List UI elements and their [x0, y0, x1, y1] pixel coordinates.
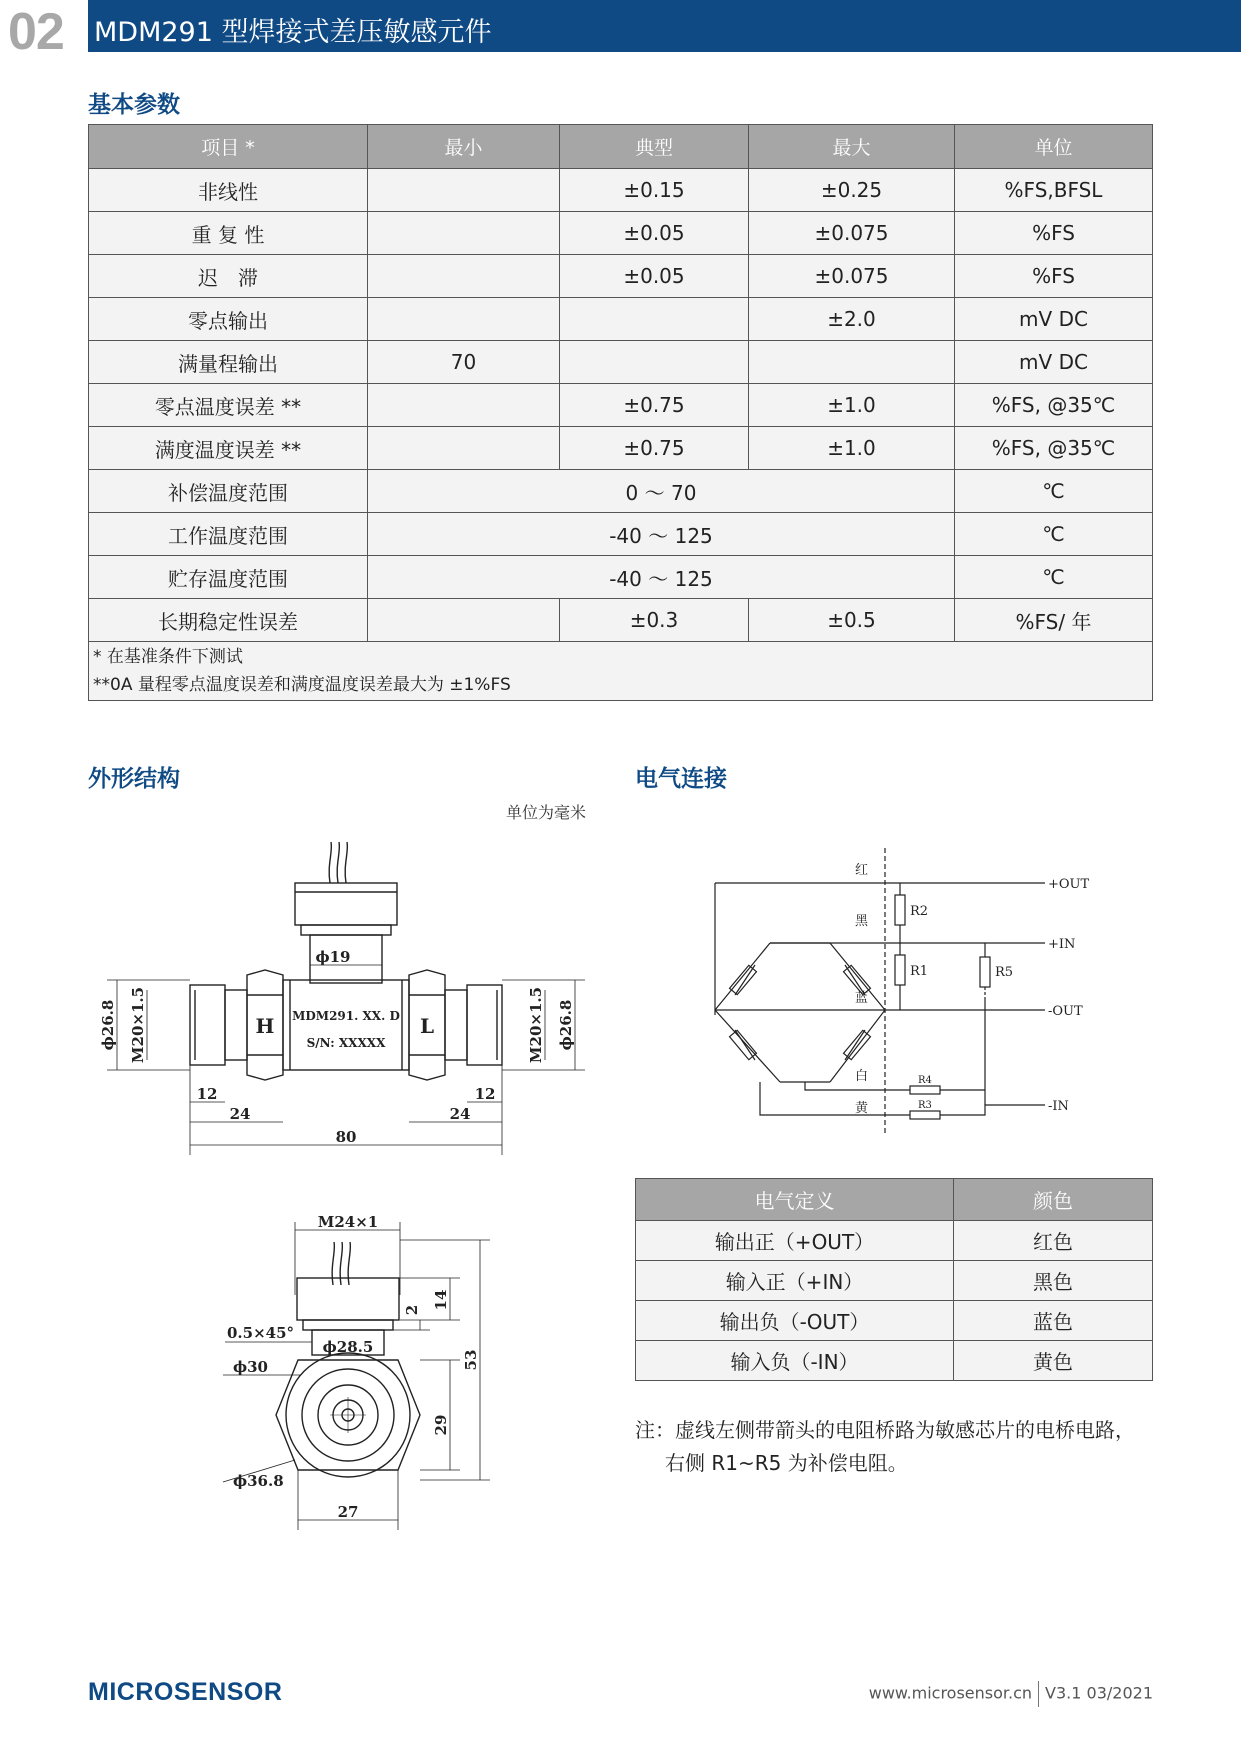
label-model: MDM291. XX. D [292, 1009, 400, 1023]
label-sn: S/N: XXXXX [306, 1036, 386, 1050]
dim-12-left: 12 [196, 1085, 218, 1103]
dim-29: 29 [432, 1414, 450, 1436]
dim-chamfer: 0.5×45° [227, 1324, 295, 1342]
dim-27: 27 [337, 1503, 359, 1521]
param-name: 长期稳定性误差 [89, 599, 368, 642]
table-row [89, 255, 1153, 298]
param-typ [560, 298, 749, 341]
dim-14: 14 [432, 1289, 450, 1311]
col-max: 最大 [749, 125, 955, 169]
label-l: L [419, 1014, 435, 1038]
param-max: ±1.0 [749, 427, 955, 470]
table-row [89, 513, 1153, 556]
dim-12-right: 12 [474, 1085, 496, 1103]
param-typ: ±0.75 [560, 427, 749, 470]
table-notes [89, 642, 1153, 701]
dim-phi26-8-left: ϕ26.8 [99, 999, 117, 1051]
param-unit: %FS [955, 212, 1153, 255]
param-min [368, 169, 560, 212]
resistor-r4: R4 [918, 1075, 932, 1086]
table-row [89, 298, 1153, 341]
col-item: 项目 * [89, 125, 368, 169]
param-name: 零点输出 [89, 298, 368, 341]
param-unit: %FS,BFSL [955, 169, 1153, 212]
param-min [368, 212, 560, 255]
param-typ: ±0.05 [560, 212, 749, 255]
wire-color: 黄色 [954, 1341, 1153, 1381]
param-name: 零点温度误差 ** [89, 384, 368, 427]
dim-m20-right: M20×1.5 [527, 986, 545, 1064]
wire-color: 蓝色 [954, 1301, 1153, 1341]
table-row [89, 427, 1153, 470]
dim-m20-left: M20×1.5 [129, 986, 147, 1064]
label-h: H [255, 1014, 275, 1038]
table-row [89, 556, 1153, 599]
unit-note: 单位为毫米 [506, 803, 587, 822]
terminal-out-neg: -OUT [1048, 1004, 1083, 1019]
side-view-drawing [95, 840, 605, 1170]
param-max: ±1.0 [749, 384, 955, 427]
dim-m24: M24×1 [317, 1213, 379, 1231]
electrical-section-title: 电气连接 [635, 766, 727, 792]
wire-color: 黑色 [954, 1261, 1153, 1301]
param-name: 满度温度误差 ** [89, 427, 368, 470]
param-unit: %FS [955, 255, 1153, 298]
outline-section-title: 外形结构 [88, 766, 180, 792]
resistor-r1: R1 [910, 964, 929, 979]
circuit-diagram [700, 840, 1100, 1140]
wire-red-label: 红 [855, 863, 869, 878]
param-name: 满量程输出 [89, 341, 368, 384]
bridge-note-line-2: 右侧 R1~R5 为补偿电阻。 [665, 1451, 908, 1475]
table-row [636, 1221, 1153, 1261]
param-max: ±2.0 [749, 298, 955, 341]
params-table [88, 124, 1153, 701]
brand-logo: MICROSENSOR [88, 1678, 283, 1706]
param-range: -40 ～ 125 [368, 556, 955, 599]
resistor-r5: R5 [995, 965, 1014, 980]
params-section-title: 基本参数 [88, 92, 180, 118]
table-row [636, 1301, 1153, 1341]
table-row [636, 1341, 1153, 1381]
bridge-note-line-1: 注：虚线左侧带箭头的电阻桥路为敏感芯片的电桥电路， [635, 1418, 1135, 1442]
terminal-in-neg: -IN [1048, 1099, 1069, 1114]
electrical-definition: 输入正（+IN） [636, 1261, 954, 1301]
table-row [636, 1261, 1153, 1301]
table-row [89, 599, 1153, 642]
param-typ [560, 341, 749, 384]
param-unit: mV DC [955, 298, 1153, 341]
dim-phi28-5: ϕ28.5 [322, 1338, 374, 1356]
dim-53: 53 [462, 1349, 480, 1371]
wire-black-label: 黑 [855, 914, 869, 929]
param-typ: ±0.05 [560, 255, 749, 298]
bridge-note [635, 1414, 1135, 1480]
col-definition: 电气定义 [636, 1179, 954, 1221]
table-row [89, 212, 1153, 255]
param-unit: mV DC [955, 341, 1153, 384]
col-typ: 典型 [560, 125, 749, 169]
dim-24-right: 24 [449, 1105, 471, 1123]
param-unit: ℃ [955, 556, 1153, 599]
dim-80: 80 [335, 1128, 357, 1146]
wire-yellow-label: 黄 [855, 1101, 869, 1116]
electrical-header-row [636, 1179, 1153, 1221]
param-unit: %FS/ 年 [955, 599, 1153, 642]
param-max: ±0.075 [749, 212, 955, 255]
param-unit: %FS, @35℃ [955, 427, 1153, 470]
table-row [89, 384, 1153, 427]
param-max [749, 341, 955, 384]
top-view-drawing [215, 1210, 505, 1540]
dim-2: 2 [403, 1304, 421, 1316]
param-name: 重 复 性 [89, 212, 368, 255]
note-1: * 在基准条件下测试 [93, 647, 243, 667]
terminal-in-pos: +IN [1048, 937, 1076, 952]
dim-24-left: 24 [229, 1105, 251, 1123]
param-min [368, 384, 560, 427]
resistor-r3: R3 [918, 1100, 932, 1111]
dim-phi26-8-right: ϕ26.8 [557, 999, 575, 1051]
page-title: MDM291 型焊接式差压敏感元件 [94, 17, 492, 48]
param-min [368, 255, 560, 298]
table-row [89, 341, 1153, 384]
param-min [368, 427, 560, 470]
footer-url[interactable]: www.microsensor.cn [868, 1683, 1033, 1703]
param-name: 贮存温度范围 [89, 556, 368, 599]
param-name: 工作温度范围 [89, 513, 368, 556]
table-row [89, 169, 1153, 212]
electrical-definition: 输入负（-IN） [636, 1341, 954, 1381]
param-max: ±0.25 [749, 169, 955, 212]
col-min: 最小 [368, 125, 560, 169]
param-typ: ±0.3 [560, 599, 749, 642]
param-unit: ℃ [955, 513, 1153, 556]
param-max: ±0.075 [749, 255, 955, 298]
col-color: 颜色 [954, 1179, 1153, 1221]
page-number: 02 [8, 3, 64, 61]
param-range: -40 ～ 125 [368, 513, 955, 556]
wire-blue-label: 蓝 [855, 991, 869, 1006]
col-unit: 单位 [955, 125, 1153, 169]
table-notes-row [89, 642, 1153, 701]
param-max: ±0.5 [749, 599, 955, 642]
param-typ: ±0.15 [560, 169, 749, 212]
electrical-table [635, 1178, 1153, 1381]
param-unit: %FS, @35℃ [955, 384, 1153, 427]
param-typ: ±0.75 [560, 384, 749, 427]
resistor-r2: R2 [910, 904, 929, 919]
footer-divider [1038, 1681, 1039, 1707]
table-row [89, 470, 1153, 513]
param-name: 迟 滞 [89, 255, 368, 298]
param-name: 补偿温度范围 [89, 470, 368, 513]
dim-phi36-8: ϕ36.8 [233, 1472, 284, 1490]
electrical-definition: 输出负（-OUT） [636, 1301, 954, 1341]
wire-white-label: 白 [855, 1069, 869, 1084]
param-range: 0 ～ 70 [368, 470, 955, 513]
wire-color: 红色 [954, 1221, 1153, 1261]
param-min [368, 599, 560, 642]
footer-info [869, 1681, 1153, 1707]
param-min: 70 [368, 341, 560, 384]
dim-phi19: ϕ19 [315, 948, 351, 966]
params-header-row [89, 125, 1153, 169]
header-bar [88, 0, 1241, 52]
electrical-definition: 输出正（+OUT） [636, 1221, 954, 1261]
param-unit: ℃ [955, 470, 1153, 513]
dim-phi30: ϕ30 [233, 1358, 268, 1376]
note-2: **0A 量程零点温度误差和满度温度误差最大为 ±1%FS [93, 675, 511, 695]
param-min [368, 298, 560, 341]
footer-version: V3.1 03/2021 [1045, 1683, 1153, 1703]
param-name: 非线性 [89, 169, 368, 212]
terminal-out-pos: +OUT [1048, 877, 1090, 892]
